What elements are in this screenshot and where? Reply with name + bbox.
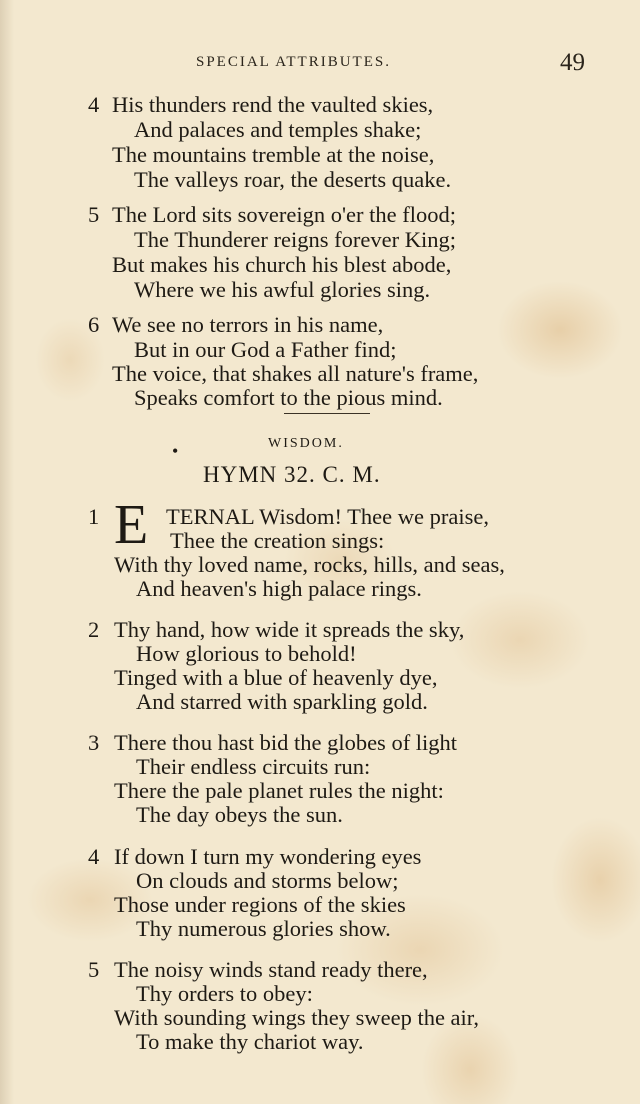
- verse-line: Their endless circuits run:: [136, 754, 371, 779]
- printer-mark: •: [172, 441, 179, 461]
- verse-line: The Lord sits sovereign o'er the flood;: [112, 202, 456, 227]
- verse-line: His thunders rend the vaulted skies,: [112, 92, 434, 117]
- verse-line: And heaven's high palace rings.: [136, 576, 422, 601]
- stanza-number: 5: [88, 202, 100, 227]
- hymn-title: HYMN 32. C. M.: [203, 462, 381, 487]
- drop-cap: E: [114, 494, 149, 556]
- stanza-number: 2: [88, 617, 100, 642]
- stanza-number: 6: [88, 312, 100, 337]
- verse-line: There the pale planet rules the night:: [114, 778, 444, 803]
- page-number: 49: [560, 49, 585, 76]
- verse-line: Tinged with a blue of heavenly dye,: [114, 665, 438, 690]
- verse-line: The noisy winds stand ready there,: [114, 957, 428, 982]
- subject-heading: WISDOM.: [268, 436, 344, 451]
- verse-line: Thy numerous glories show.: [136, 916, 391, 941]
- verse-line: We see no terrors in his name,: [112, 312, 384, 337]
- verse-line: Speaks comfort to the pious mind.: [134, 385, 443, 410]
- verse-line: The day obeys the sun.: [136, 802, 343, 827]
- verse-line: TERNAL Wisdom! Thee we praise,: [166, 504, 489, 529]
- verse-line: There thou hast bid the globes of light: [114, 730, 458, 755]
- stanza-number: 4: [88, 844, 100, 869]
- verse-line: And palaces and temples shake;: [134, 117, 422, 142]
- verse-line: Those under regions of the skies: [114, 892, 406, 917]
- stanza-number: 3: [88, 730, 100, 755]
- verse-line: How glorious to behold!: [136, 641, 357, 666]
- stanza-number: 1: [88, 504, 100, 529]
- verse-line: The mountains tremble at the noise,: [112, 142, 435, 167]
- verse-line: The Thunderer reigns forever King;: [134, 227, 456, 252]
- verse-line: To make thy chariot way.: [136, 1029, 364, 1054]
- verse-line: Where we his awful glories sing.: [134, 277, 431, 302]
- verse-line: On clouds and storms below;: [136, 868, 399, 893]
- verse-line: Thy hand, how wide it spreads the sky,: [114, 617, 465, 642]
- stanza-number: 5: [88, 957, 100, 982]
- verse-line: And starred with sparkling gold.: [136, 689, 428, 714]
- section-divider: [284, 413, 370, 414]
- verse-line: With sounding wings they sweep the air,: [114, 1005, 480, 1030]
- running-title: SPECIAL ATTRIBUTES.: [196, 54, 391, 70]
- verse-line: With thy loved name, rocks, hills, and seas,: [114, 552, 505, 577]
- verse-line: If down I turn my wondering eyes: [114, 844, 422, 869]
- verse-line: Thy orders to obey:: [136, 981, 313, 1006]
- verse-line: The voice, that shakes all nature's frame,: [112, 361, 479, 386]
- verse-line: But in our God a Father find;: [134, 337, 397, 362]
- stanza-number: 4: [88, 92, 100, 117]
- verse-line: The valleys roar, the deserts quake.: [134, 167, 452, 192]
- verse-line: But makes his church his blest abode,: [112, 252, 452, 277]
- verse-line: Thee the creation sings:: [170, 528, 385, 553]
